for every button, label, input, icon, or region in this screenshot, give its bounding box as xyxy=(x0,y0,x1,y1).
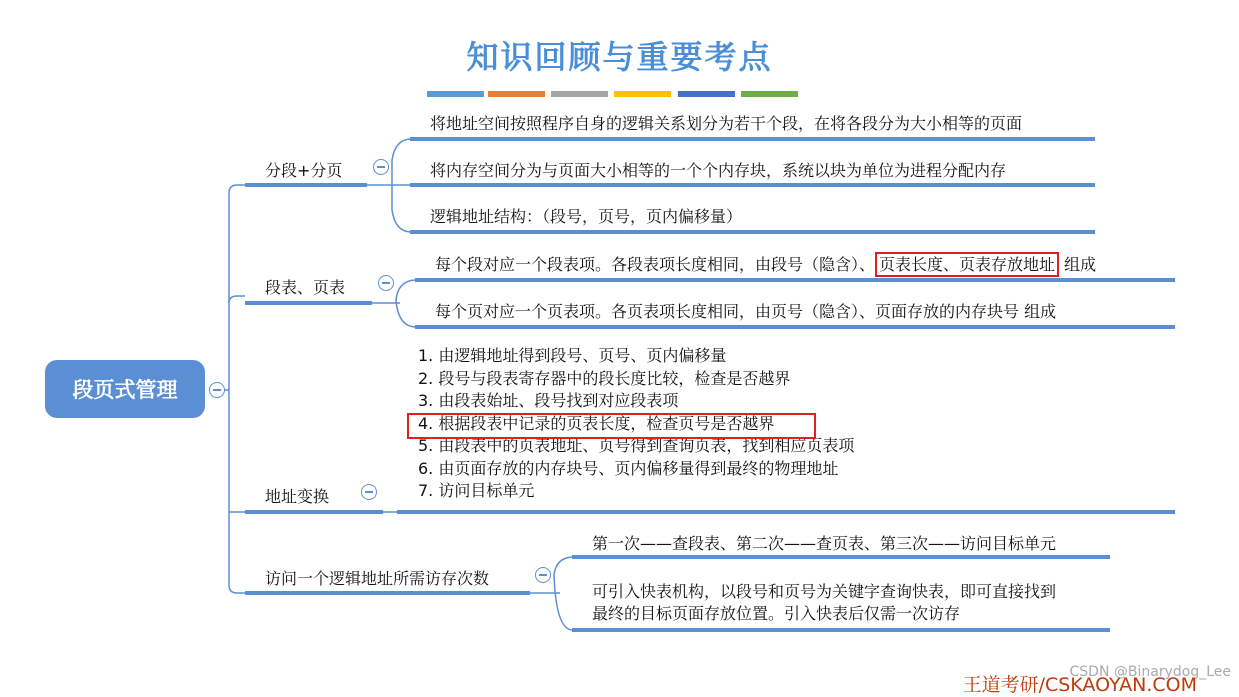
underline xyxy=(245,183,367,187)
page-title: 知识回顾与重要考点 xyxy=(466,38,773,76)
step: 6. 由页面存放的内存块号、页内偏移量得到最终的物理地址 xyxy=(418,458,839,478)
underline xyxy=(410,183,1095,187)
node-text[interactable]: 将地址空间按照程序自身的逻辑关系划分为若干个段，在将各段分为大小相等的页面 xyxy=(430,114,1023,133)
step: 2. 段号与段表寄存器中的段长度比较，检查是否越界 xyxy=(418,368,791,388)
collapse-icon[interactable] xyxy=(361,484,377,500)
collapse-icon[interactable] xyxy=(535,567,551,583)
watermark: CSDN @Binarydog_Lee xyxy=(1069,664,1231,680)
branch-label[interactable]: 分段+分页 xyxy=(265,161,343,180)
branch-label[interactable]: 访问一个逻辑地址所需访存次数 xyxy=(265,569,490,588)
highlight-box xyxy=(407,413,816,439)
underline xyxy=(415,325,1175,329)
text: 组成 xyxy=(1059,255,1097,274)
step: 7. 访问目标单元 xyxy=(418,481,535,500)
node-text[interactable] xyxy=(435,252,1096,275)
node-text[interactable]: 第一次——查段表、第二次——查页表、第三次——访问目标单元 xyxy=(592,534,1057,553)
node-text[interactable]: 每个页对应一个页表项。各页表项长度相同，由页号（隐含）、页面存放的内存块号 组成 xyxy=(435,302,1057,321)
underline xyxy=(572,555,1110,559)
branch-label[interactable]: 段表、页表 xyxy=(265,278,346,297)
branch-label[interactable]: 地址变换 xyxy=(265,487,330,506)
underline xyxy=(410,230,1095,234)
root-label: 段页式管理 xyxy=(72,378,178,402)
step: 4. 根据段表中记录的页表长度，检查页号是否越界 xyxy=(418,413,775,433)
step: 3. 由段表始址、段号找到对应段表项 xyxy=(418,391,679,410)
underline xyxy=(397,510,1175,514)
node-text[interactable]: 可引入快表机构，以段号和页号为关键字查询快表，即可直接找到 xyxy=(592,582,1057,601)
collapse-icon[interactable] xyxy=(378,275,394,291)
node-text[interactable]: 将内存空间分为与页面大小相等的一个个内存块，系统以块为单位为进程分配内存 xyxy=(430,161,1007,180)
highlight-box: 页表长度、页表存放地址 xyxy=(875,252,1059,277)
underline xyxy=(415,278,1175,282)
underline xyxy=(245,510,383,514)
underline xyxy=(245,591,530,595)
node-text[interactable]: 最终的目标页面存放位置。引入快表后仅需一次访存 xyxy=(592,604,961,623)
step: 1. 由逻辑地址得到段号、页号、页内偏移量 xyxy=(418,346,727,365)
root-node[interactable] xyxy=(45,360,205,418)
step: 5. 由段表中的页表地址、页号得到查询页表，找到相应页表项 xyxy=(418,436,855,455)
underline xyxy=(245,301,372,305)
underline xyxy=(572,628,1110,632)
node-text[interactable]: 逻辑地址结构：（段号，页号，页内偏移量） xyxy=(430,207,743,226)
underline xyxy=(410,137,1095,141)
footer-brand: 王道考研/CSKAOYAN.COM xyxy=(962,674,1197,696)
collapse-icon[interactable] xyxy=(373,159,389,175)
collapse-icon[interactable] xyxy=(209,382,225,398)
text: 每个段对应一个段表项。各段表项长度相同，由段号（隐含）、 xyxy=(435,255,876,274)
